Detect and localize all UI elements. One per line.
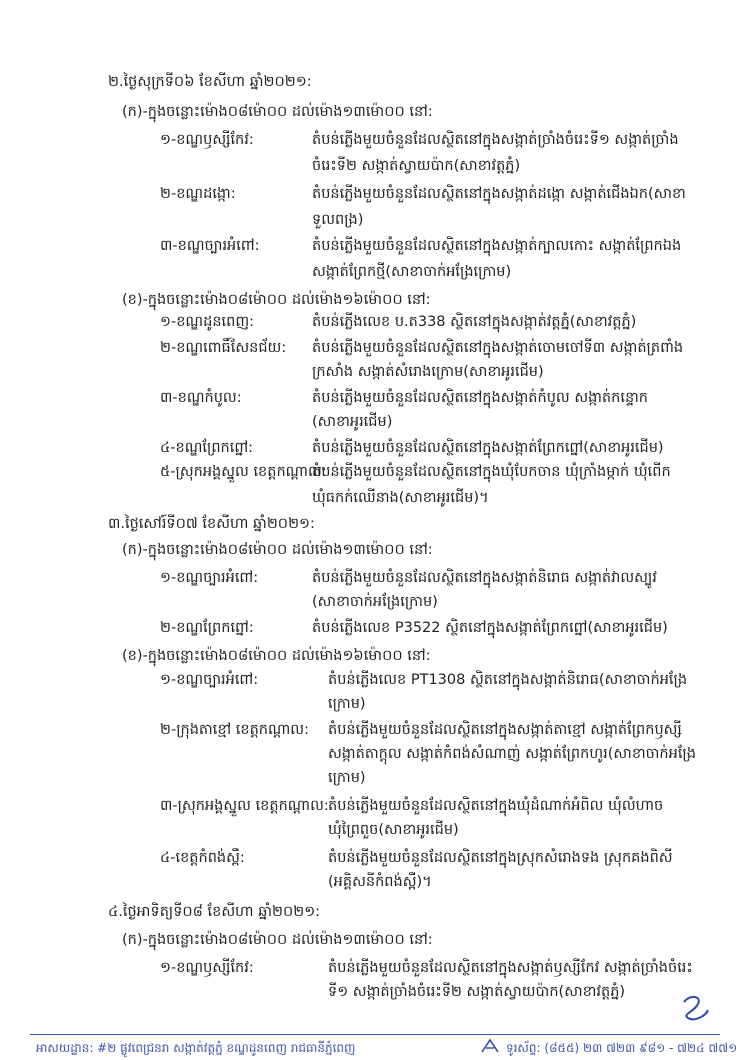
area-desc: ក្រសាំង សង្កាត់សំរោងក្រោម(សាខាអូរជើម) <box>312 364 544 380</box>
area-label: ១-ខណ្ឌឫស្សីកែវ: <box>160 132 254 148</box>
area-label: ២-ខណ្ឌពោធិ៍សែនជ័យ: <box>160 340 287 356</box>
area-desc: តំបន់ភ្លើងលេខ ប.ត338 ស្ថិតនៅក្នុងសង្កាត់វត្តភ្នំ(សាខាវត្តភ្នំ) <box>312 314 637 330</box>
area-label: ២-ខណ្ឌដង្កោ: <box>160 186 236 202</box>
area-desc: តំបន់ភ្លើងមួយចំនួនដែលស្ថិតនៅក្នុងឃុំបែកចាន ឃុំក្រាំងម្កាក់ ឃុំពើក <box>312 464 671 480</box>
footer-address: អាសយដ្ឋាន: #២ ផ្លូវពេជ្រនរា សង្កាត់វត្តភ្នំ ខណ្ឌដូនពេញ រាជធានីភ្នំពេញ <box>36 1041 356 1055</box>
area-desc: (អគ្គិសនីកំពង់ស្ពឺ)។ <box>328 874 432 890</box>
area-desc: សង្កាត់តាក្ដុល សង្កាត់កំពង់សំណាញ់ សង្កាត់ព្រែកហូរ(សាខាចាក់អង្រែ <box>328 746 696 762</box>
area-desc: ទួលពង្រ) <box>312 212 364 228</box>
area-desc: តំបន់ភ្លើងមួយចំនួនដែលស្ថិតនៅក្នុងសង្កាត់និរោធ សង្កាត់វាលស្បូវ <box>312 570 657 586</box>
area-desc: តំបន់ភ្លើងមួយចំនួនដែលស្ថិតនៅក្នុងសង្កាត់កំបូល សង្កាត់កន្ទោក <box>312 390 648 406</box>
day-heading: ៤.ថ្ងៃអាទិត្យទី០៨ ខែសីហា ឆ្នាំ២០២១: <box>108 904 321 920</box>
area-label: ១-ខណ្ឌឫស្សីកែវ: <box>160 960 254 976</box>
area-desc: (សាខាអូរជើម) <box>312 414 393 430</box>
time-range: (ក)-ក្នុងចន្លោះម៉ោង០៨ម៉ោ០០ ដល់ម៉ោង១៣ម៉ោ០០ នៅ: <box>122 104 433 120</box>
signature-icon <box>678 992 712 1022</box>
area-desc: តំបន់ភ្លើងមួយចំនួនដែលស្ថិតនៅក្នុងសង្កាត់តាខ្មៅ សង្កាត់ព្រែកឫស្សី <box>328 722 682 738</box>
area-label: ១-ខណ្ឌច្បារអំពៅ: <box>160 672 259 688</box>
area-desc: (សាខាចាក់អង្រែក្រោម) <box>312 594 438 610</box>
area-desc: តំបន់ភ្លើងលេខ P3522 ស្ថិតនៅក្នុងសង្កាត់ព្រែកព្នៅ(សាខាអូរជើម) <box>312 620 668 636</box>
area-desc: ក្រោម) <box>328 770 366 786</box>
area-label: ៣-ស្រុកអង្គស្នួល ខេត្តកណ្ដាល: <box>160 798 329 814</box>
area-desc: ឃុំព្រៃពួច(សាខាអូរជើម) <box>328 822 459 838</box>
area-desc: តំបន់ភ្លើងមួយចំនួនដែលស្ថិតនៅក្នុងសង្កាត់ព្រែកព្នៅ(សាខាអូរជើម) <box>312 440 664 456</box>
area-desc: តំបន់ភ្លើងមួយចំនួនដែលស្ថិតនៅក្នុងសង្កាត់ដង្កោ សង្កាត់ជើងឯក(សាខា <box>312 186 686 202</box>
time-range: (ខ)-ក្នុងចន្លោះម៉ោង០៨ម៉ោ០០ ដល់ម៉ោង១៦ម៉ោ០០ នៅ: <box>122 292 431 308</box>
footer-phone: ទូរស័ព្ទ: (៨៥៥) ២៣ ៧២៣ ៩៨១ - ៧២៤ ៧៧១ <box>506 1041 738 1055</box>
day-heading: ៣.ថ្ងៃសៅរ៍ទី០៧ ខែសីហា ឆ្នាំ២០២១: <box>108 516 315 532</box>
area-label: ១-ខណ្ឌច្បារអំពៅ: <box>160 570 259 586</box>
initial-mark-icon <box>480 1038 500 1056</box>
area-desc: តំបន់ភ្លើងមួយចំនួនដែលស្ថិតនៅក្នុងសង្កាត់ឫស្សីកែវ សង្កាត់ច្រាំងចំរេះ <box>328 960 693 976</box>
area-desc: តំបន់ភ្លើងមួយចំនួនដែលស្ថិតនៅក្នុងសង្កាត់ចោមចៅទី៣ សង្កាត់ត្រពាំង <box>312 340 684 356</box>
time-range: (ខ)-ក្នុងចន្លោះម៉ោង០៨ម៉ោ០០ ដល់ម៉ោង១៦ម៉ោ០០ នៅ: <box>122 648 431 664</box>
area-desc: ចំរេះទី២ សង្កាត់ស្វាយប៉ាក(សាខាវត្តភ្នំ) <box>312 158 521 174</box>
area-label: ៤-ខេត្តកំពង់ស្ពឺ: <box>160 850 245 866</box>
area-label: ៣-ខណ្ឌច្បារអំពៅ: <box>160 238 260 254</box>
area-desc: តំបន់ភ្លើងមួយចំនួនដែលស្ថិតនៅក្នុងឃុំដំណាក់អំពិល ឃុំលំហាច <box>328 798 664 814</box>
area-desc: តំបន់ភ្លើងមួយចំនួនដែលស្ថិតនៅក្នុងសង្កាត់ក្បាលកោះ សង្កាត់ព្រែកឯង <box>312 238 682 254</box>
area-label: ៤-ខណ្ឌព្រែកព្នៅ: <box>160 440 254 456</box>
area-label: ១-ខណ្ឌដូនពេញ: <box>160 314 255 330</box>
area-label: ២-ខណ្ឌព្រែកព្នៅ: <box>160 620 254 636</box>
area-desc: តំបន់ភ្លើងលេខ PT1308 ស្ថិតនៅក្នុងសង្កាត់និរោធ(សាខាចាក់អង្រែ <box>328 672 688 688</box>
time-range: (ក)-ក្នុងចន្លោះម៉ោង០៨ម៉ោ០០ ដល់ម៉ោង១៣ម៉ោ០០ នៅ: <box>122 932 433 948</box>
area-desc: សង្កាត់ព្រែកថ្មី(សាខាចាក់អង្រែក្រោម) <box>312 264 512 280</box>
area-label: ៣-ខណ្ឌកំបូល: <box>160 390 242 406</box>
area-desc: ទី១ សង្កាត់ច្រាំងចំរេះទី២ សង្កាត់ស្វាយប៉ាក(សាខាវត្តភ្នំ) <box>328 984 626 1000</box>
area-desc: តំបន់ភ្លើងមួយចំនួនដែលស្ថិតនៅក្នុងស្រុកសំរោងទង ស្រុកគងពិសី <box>328 850 673 866</box>
area-desc: ក្រោម) <box>328 696 366 712</box>
area-desc: ឃុំធកក់ឈើនាង(សាខាអូរជើម)។ <box>312 490 489 506</box>
area-label: ២-ក្រុងតាខ្មៅ ខេត្តកណ្ដាល: <box>160 722 309 738</box>
area-desc: តំបន់ភ្លើងមួយចំនួនដែលស្ថិតនៅក្នុងសង្កាត់ច្រាំងចំរេះទី១ សង្កាត់ច្រាំង <box>312 132 679 148</box>
time-range: (ក)-ក្នុងចន្លោះម៉ោង០៨ម៉ោ០០ ដល់ម៉ោង១៣ម៉ោ០០ នៅ: <box>122 542 433 558</box>
footer-divider <box>30 1034 720 1035</box>
day-heading: ២.ថ្ងៃសុក្រទី០៦ ខែសីហា ឆ្នាំ២០២១: <box>108 74 312 90</box>
area-label: ៥-ស្រុកអង្គស្នួល ខេត្តកណ្ដាល: <box>160 464 327 480</box>
